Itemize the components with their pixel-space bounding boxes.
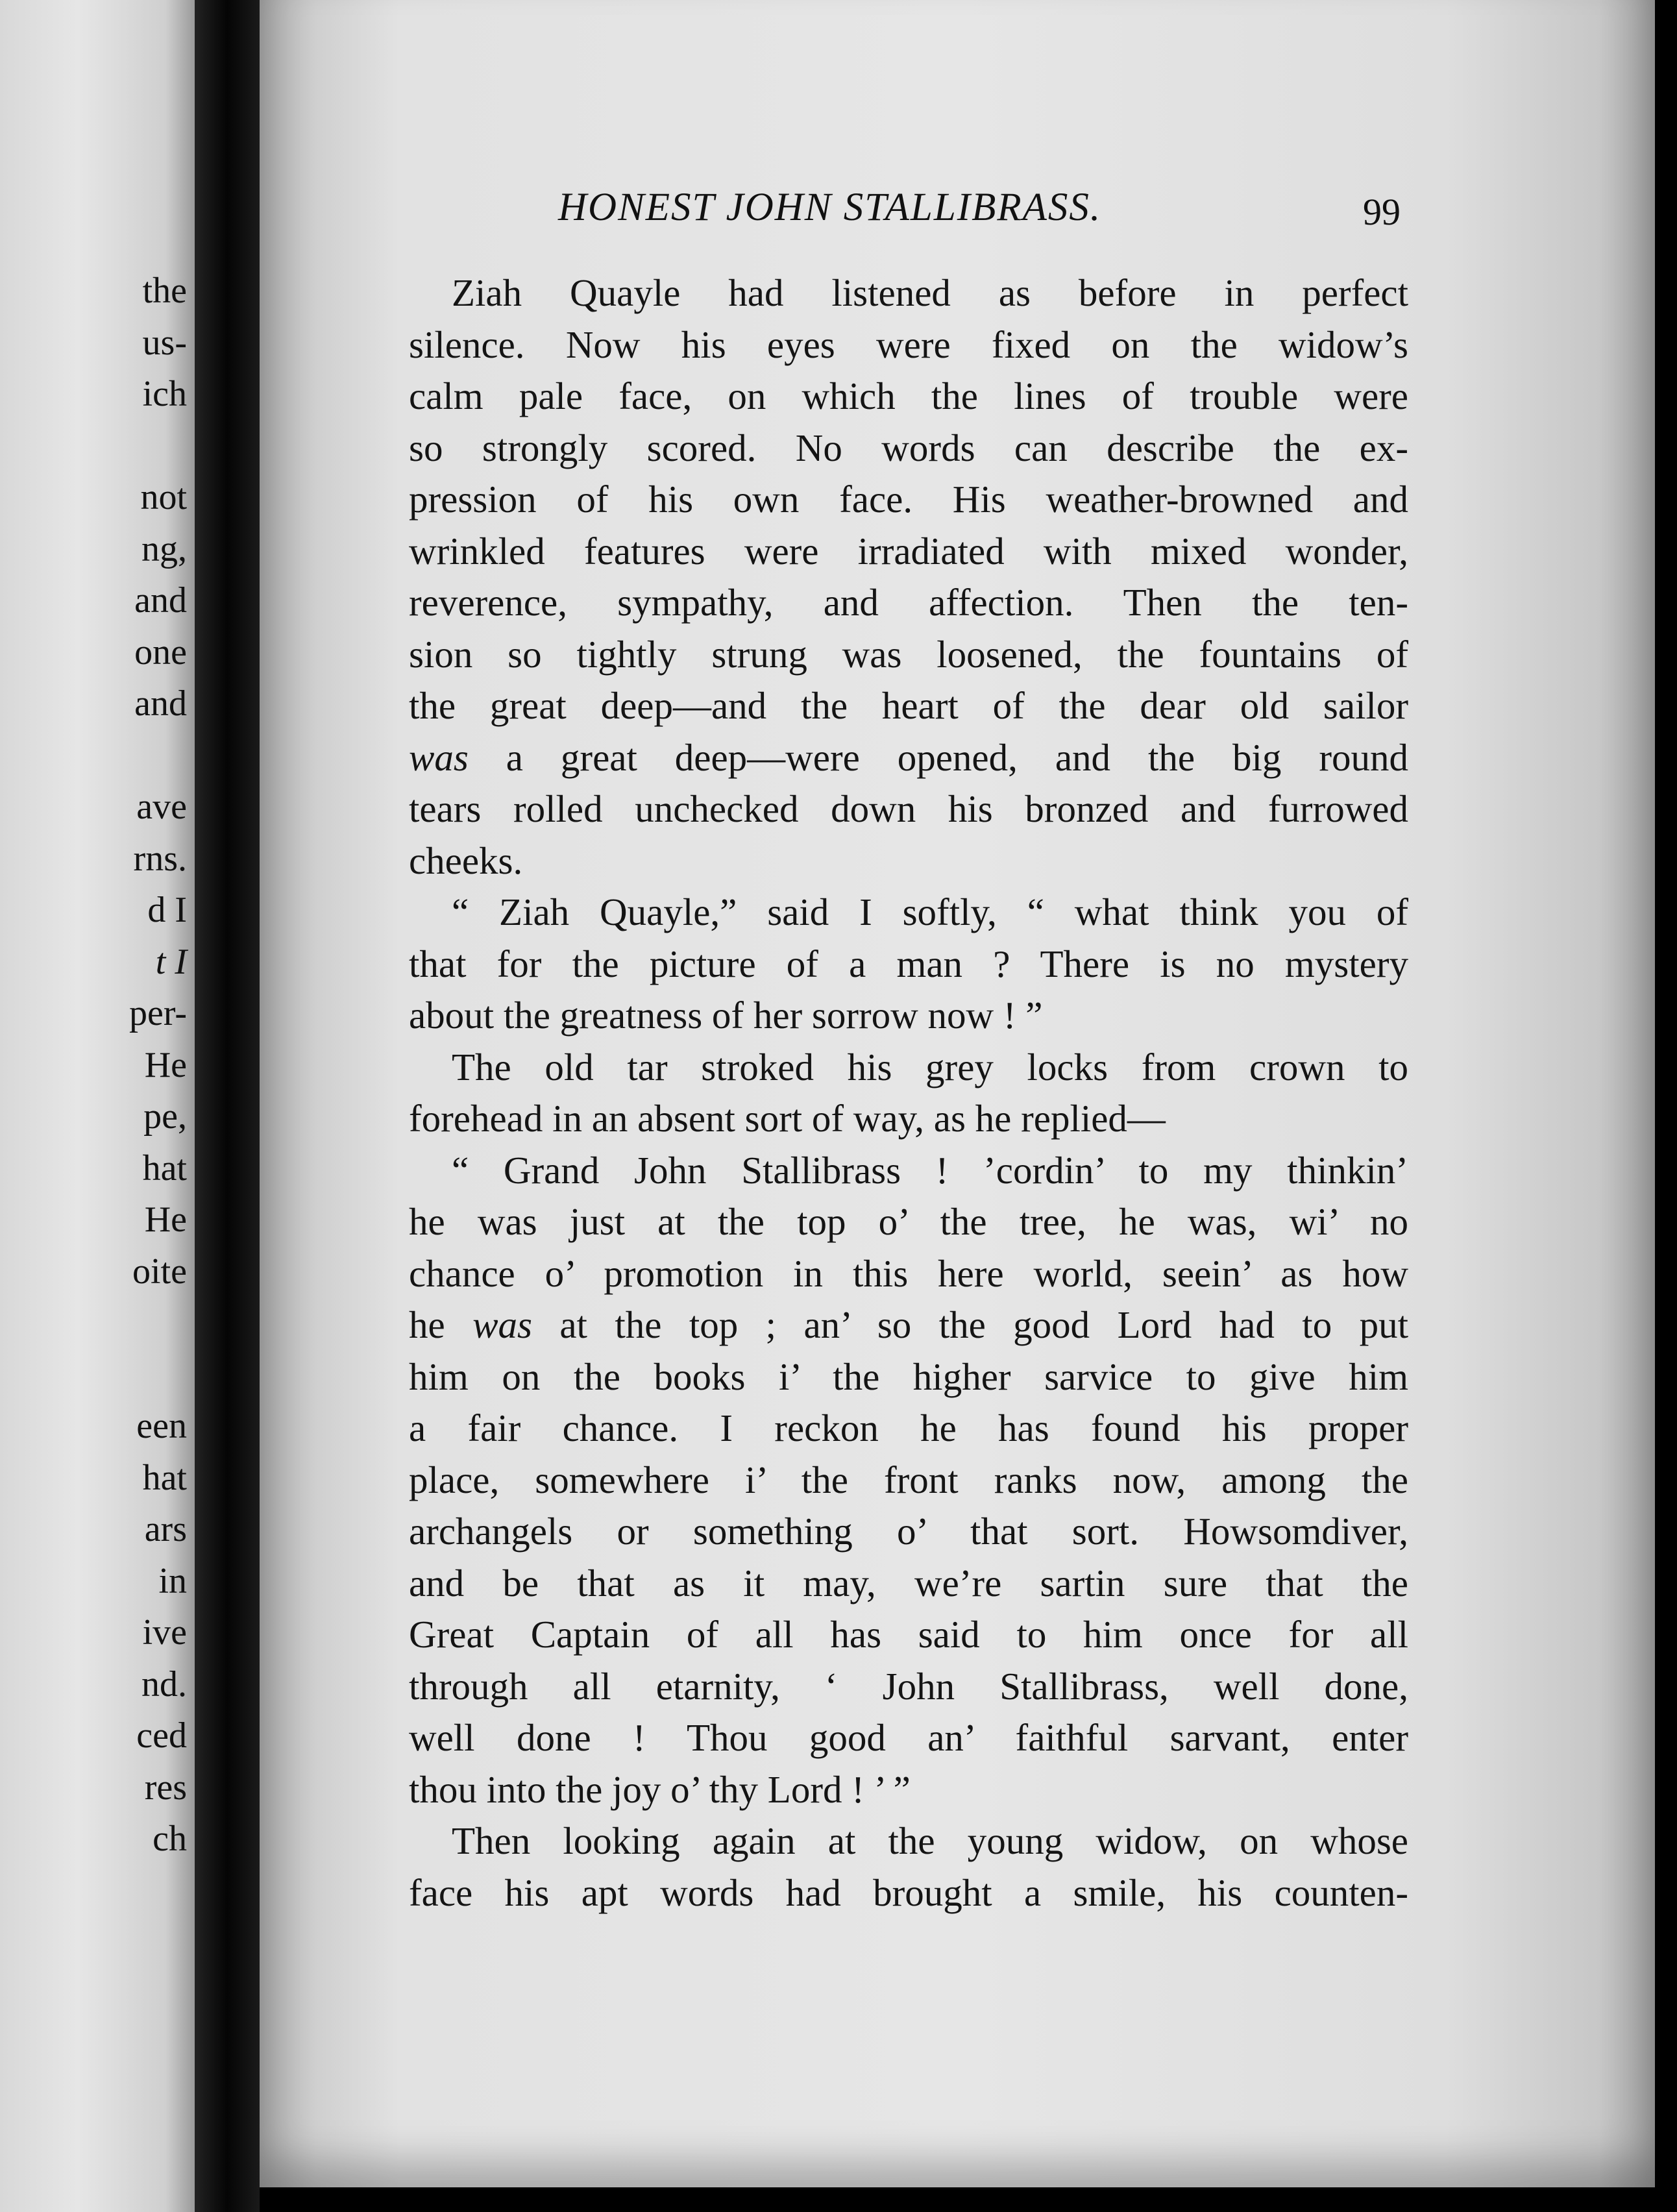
left-page-fragment: and [134, 580, 187, 621]
left-page-fragment: He [144, 1199, 187, 1240]
left-facing-page [0, 0, 195, 2212]
text-line: calm pale face, on which the lines of trouble were [409, 375, 1408, 417]
book-page [260, 0, 1655, 2187]
text-line: “ Grand John Stallibrass ! ’cordin’ to my thinkin’ [452, 1148, 1408, 1192]
left-page-fragment: pe, [143, 1096, 187, 1137]
text-line: and be that as it may, we’re sartin sure that the [409, 1561, 1408, 1604]
text-line: archangels or something o’ that sort. Howsomdiver, [409, 1510, 1408, 1553]
left-page-fragment: the [142, 271, 187, 311]
left-page-fragment: rns. [133, 838, 187, 879]
running-head: HONEST JOHN STALLIBRASS. [558, 186, 1102, 229]
left-page-fragment: ich [142, 374, 187, 414]
text-line: a fair chance. I reckon he has found his proper [409, 1407, 1408, 1449]
text-line: cheeks. [409, 839, 523, 882]
text-line: silence. Now his eyes were fixed on the widow’s [409, 323, 1408, 366]
text-line: him on the books i’ the higher sarvice to give him [409, 1355, 1408, 1398]
text-line [409, 1299, 1408, 1351]
left-page-fragment: d I [147, 890, 187, 930]
left-page-fragment: ars [144, 1509, 187, 1549]
left-page-fragment: hat [142, 1457, 187, 1498]
left-page-fragment: oite [132, 1251, 187, 1292]
text-line: forehead in an absent sort of way, as he replied— [409, 1097, 1166, 1140]
text-run: at the top ; an’ so the good Lord had to put [532, 1303, 1408, 1346]
left-page-fragment: t I [155, 941, 187, 982]
left-page-fragment: ave [136, 787, 187, 827]
left-page-fragment: ive [142, 1612, 187, 1653]
text-line: Then looking again at the young widow, on whose [452, 1819, 1408, 1862]
text-line: thou into the joy o’ thy Lord ! ’ ” [409, 1767, 911, 1811]
page-number: 99 [1363, 191, 1401, 233]
text-line: Ziah Quayle had listened as before in perfect [452, 271, 1408, 314]
left-page-fragment: ng, [141, 528, 187, 569]
text-line: wrinkled features were irradiated with mixed wonder, [409, 529, 1408, 572]
text-line: he was just at the top o’ the tree, he was, wi’ no [409, 1200, 1408, 1243]
italic-word: was [409, 735, 469, 779]
book-gutter [195, 0, 260, 2212]
text-line: about the greatness of her sorrow now ! ” [409, 994, 1043, 1037]
left-page-fragment: us- [142, 322, 187, 363]
left-page-fragment: per- [129, 993, 187, 1033]
text-line: tears rolled unchecked down his bronzed and furrowed [409, 787, 1408, 830]
text-line: face his apt words had brought a smile, his counten- [409, 1871, 1408, 1914]
text-line [409, 732, 1408, 784]
left-page-fragment: nd. [141, 1664, 187, 1704]
left-page-fragment: not [140, 477, 187, 517]
text-line: well done ! Thou good an’ faithful sarvant, enter [409, 1716, 1408, 1759]
left-page-fragment: in [158, 1560, 187, 1601]
text-line: that for the picture of a man ? There is no mystery [409, 942, 1408, 985]
text-run: a great deep—were opened, and the big round [468, 735, 1408, 779]
left-page-fragment: hat [142, 1148, 187, 1188]
left-page-fragment: one [134, 632, 187, 672]
italic-word: was [472, 1303, 532, 1346]
text-line: the great deep—and the heart of the dear old sailor [409, 684, 1408, 727]
text-line: Great Captain of all has said to him once for all [409, 1613, 1408, 1656]
left-page-fragment: He [144, 1044, 187, 1085]
text-line: so strongly scored. No words can describe the ex- [409, 426, 1408, 469]
text-line: sion so tightly strung was loosened, the fountains of [409, 632, 1408, 676]
text-line: pression of his own face. His weather-browned and [409, 478, 1408, 521]
text-line: chance o’ promotion in this here world, seein’ as how [409, 1251, 1408, 1295]
left-page-fragment: res [144, 1767, 187, 1808]
text-line: The old tar stroked his grey locks from crown to [452, 1045, 1408, 1088]
text-line: through all etarnity, ‘ John Stallibrass, well done, [409, 1664, 1408, 1708]
text-line: reverence, sympathy, and affection. Then the ten- [409, 581, 1408, 624]
left-page-fragment: ch [153, 1819, 187, 1859]
left-page-fragment: ced [136, 1715, 187, 1756]
left-page-fragment: een [136, 1406, 187, 1446]
left-page-fragment: and [134, 683, 187, 724]
text-line: place, somewhere i’ the front ranks now, among the [409, 1458, 1408, 1501]
text-run: he [409, 1303, 473, 1346]
body-text [409, 267, 1408, 1919]
text-line: “ Ziah Quayle,” said I softly, “ what think you of [452, 891, 1408, 933]
